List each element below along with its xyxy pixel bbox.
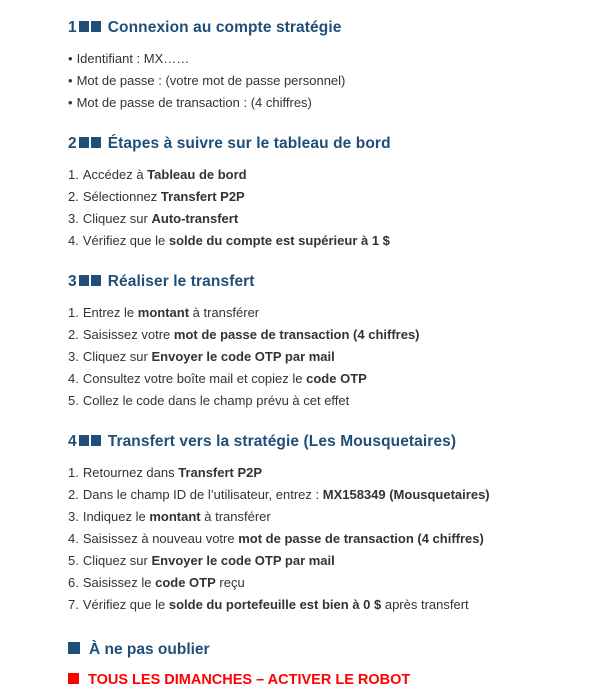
text-segment: Vérifiez que le (82, 233, 169, 248)
warning-label: TOUS LES DIMANCHES – ACTIVER LE ROBOT (88, 672, 411, 688)
list-item (68, 528, 574, 550)
list-marker: 7. (68, 597, 79, 612)
list-marker: 3. (68, 349, 79, 364)
section-heading (68, 272, 574, 292)
text-segment: solde du portefeuille est bien à 0 $ (168, 597, 382, 612)
square-icon (91, 137, 101, 148)
section-1 (68, 18, 574, 114)
text-segment: Cliquez sur (82, 349, 152, 364)
section-title: Connexion au compte stratégie (107, 19, 342, 36)
list-marker: 5. (68, 553, 79, 568)
list-marker: 3. (68, 509, 79, 524)
list-item (68, 186, 574, 208)
section-number: 2 (68, 135, 77, 152)
section-items (68, 462, 574, 616)
square-icon (79, 275, 89, 286)
list-marker: 2. (68, 487, 79, 502)
text-segment: mot de passe de transaction (4 chiffres) (238, 531, 484, 546)
list-item (68, 550, 574, 572)
text-segment: Collez le code dans le champ prévu à cet effet (82, 393, 350, 408)
text-segment: Sélectionnez (82, 189, 161, 204)
list-marker: 4. (68, 233, 79, 248)
square-icon (68, 673, 79, 684)
list-marker: 6. (68, 575, 79, 590)
text-segment: après transfert (381, 597, 469, 612)
text-segment: Transfert P2P (178, 465, 263, 480)
section-heading (68, 432, 574, 452)
text-segment: solde du compte est supérieur à 1 $ (168, 233, 390, 248)
section-3 (68, 272, 574, 412)
list-item (68, 302, 574, 324)
section-heading (68, 18, 574, 38)
text-segment: code OTP (306, 371, 367, 386)
square-icon (91, 275, 101, 286)
text-segment: Retournez dans (82, 465, 179, 480)
list-item (68, 208, 574, 230)
text-segment: reçu (215, 575, 245, 590)
text-segment: Envoyer le code OTP par mail (151, 553, 335, 568)
list-marker: 4. (68, 531, 79, 546)
section-number: 3 (68, 273, 77, 290)
list-item (68, 506, 574, 528)
list-item (68, 70, 574, 92)
square-icon (91, 435, 101, 446)
reminder-heading-label: À ne pas oublier (89, 641, 210, 658)
text-segment: montant (137, 305, 190, 320)
text-segment: mot de passe de transaction (4 chiffres) (173, 327, 420, 342)
list-item (68, 48, 574, 70)
list-marker: 5. (68, 393, 79, 408)
text-segment: Cliquez sur (82, 553, 152, 568)
list-marker: 2. (68, 189, 79, 204)
square-icon (79, 21, 89, 32)
list-item (68, 92, 574, 114)
list-item (68, 484, 574, 506)
text-segment: Indiquez le (82, 509, 150, 524)
list-marker: 1. (68, 465, 79, 480)
text-segment: Envoyer le code OTP par mail (151, 349, 335, 364)
text-segment: Saisissez à nouveau votre (82, 531, 239, 546)
text-segment: Vérifiez que le (82, 597, 169, 612)
list-item (68, 346, 574, 368)
text-segment: à transférer (189, 305, 260, 320)
list-item (68, 230, 574, 252)
text-segment: Mot de passe : (votre mot de passe personnel) (76, 73, 346, 88)
text-segment: à transférer (200, 509, 271, 524)
text-segment: Auto-transfert (151, 211, 239, 226)
section-number: 4 (68, 433, 77, 450)
list-item (68, 594, 574, 616)
text-segment: Accédez à (82, 167, 148, 182)
text-segment: Saisissez le (82, 575, 156, 590)
warning-line (68, 670, 574, 690)
section-items (68, 48, 574, 114)
list-item (68, 572, 574, 594)
list-item (68, 390, 574, 412)
section-heading (68, 134, 574, 154)
square-icon (68, 642, 80, 654)
section-2 (68, 134, 574, 252)
list-marker: 1. (68, 167, 79, 182)
list-item (68, 324, 574, 346)
text-segment: MX158349 (Mousquetaires) (322, 487, 490, 502)
list-marker: 2. (68, 327, 79, 342)
text-segment: Entrez le (82, 305, 138, 320)
section-4 (68, 432, 574, 616)
list-marker: 4. (68, 371, 79, 386)
list-marker: 3. (68, 211, 79, 226)
section-title: Réaliser le transfert (107, 273, 255, 290)
square-icon (79, 435, 89, 446)
list-marker: • (68, 95, 73, 110)
section-items (68, 164, 574, 252)
list-marker: 1. (68, 305, 79, 320)
text-segment: Saisissez votre (82, 327, 174, 342)
list-item (68, 368, 574, 390)
footer (68, 640, 574, 690)
text-segment: montant (149, 509, 201, 524)
text-segment: Transfert P2P (160, 189, 245, 204)
text-segment: Tableau de bord (147, 167, 247, 182)
square-icon (79, 137, 89, 148)
text-segment: code OTP (155, 575, 216, 590)
text-segment: Identifiant : MX…… (76, 51, 190, 66)
section-title: Étapes à suivre sur le tableau de bord (107, 135, 391, 152)
text-segment: Mot de passe de transaction : (4 chiffres) (76, 95, 312, 110)
list-item (68, 462, 574, 484)
sections (68, 18, 574, 616)
text-segment: Cliquez sur (82, 211, 152, 226)
text-segment: Dans le champ ID de l’utilisateur, entrez : (82, 487, 323, 502)
text-segment: Consultez votre boîte mail et copiez le (82, 371, 307, 386)
section-title: Transfert vers la stratégie (Les Mousquetaires) (107, 433, 457, 450)
section-number: 1 (68, 19, 77, 36)
list-item (68, 164, 574, 186)
reminder-heading (68, 640, 574, 660)
section-items (68, 302, 574, 412)
list-marker: • (68, 73, 73, 88)
square-icon (91, 21, 101, 32)
list-marker: • (68, 51, 73, 66)
